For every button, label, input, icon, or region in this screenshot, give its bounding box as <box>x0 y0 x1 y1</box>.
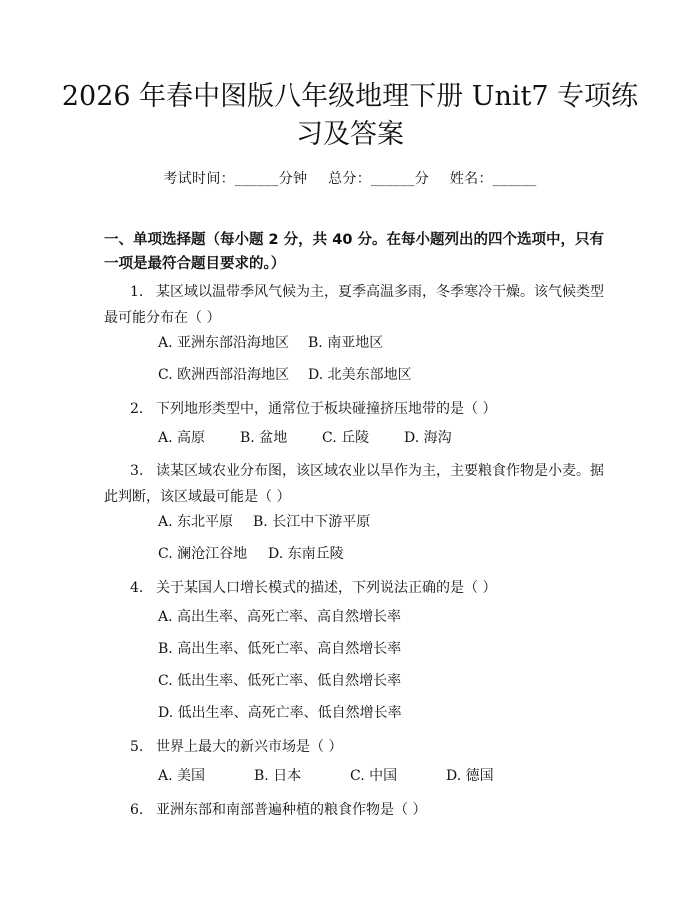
option-a: A. 美国 <box>158 768 206 784</box>
question-2-options <box>158 428 452 448</box>
exam-meta <box>0 168 700 188</box>
question-text: 读某区域农业分布图，该区域农业以旱作为主，主要粮食作物是小麦。据此判断，该区域最可能是（ ） <box>104 463 604 505</box>
question-5-options <box>158 766 494 786</box>
question-1-options-row-1 <box>158 333 383 353</box>
question-4-option-a <box>158 607 401 627</box>
question-text: 下列地形类型中，通常位于板块碰撞挤压地带的是（ ） <box>156 401 497 417</box>
exam-time: 考试时间：______分钟 <box>163 171 308 187</box>
option-c: C. 澜沧江谷地 <box>158 546 248 562</box>
option-c: C. 丘陵 <box>322 430 370 446</box>
question-4 <box>104 575 604 601</box>
option-a: A. 亚洲东部沿海地区 <box>158 335 290 351</box>
option-b: B. 日本 <box>254 768 302 784</box>
option-a: A. 高原 <box>158 430 206 446</box>
question-text: 某区域以温带季风气候为主，夏季高温多雨，冬季寒冷干燥。该气候类型最可能分布在（ ） <box>104 284 604 326</box>
document-title: 2026 年春中图版八年级地理下册 Unit7 专项练习及答案 <box>61 81 639 150</box>
option-d: D. 低出生率、高死亡率、低自然增长率 <box>158 705 402 721</box>
question-3-options-row-1 <box>158 512 370 532</box>
question-number: 4. <box>130 580 144 596</box>
question-text: 关于某国人口增长模式的描述，下列说法正确的是（ ） <box>156 580 497 596</box>
option-a: A. 高出生率、高死亡率、高自然增长率 <box>158 609 402 625</box>
option-d: D. 北美东部地区 <box>308 367 412 383</box>
question-5 <box>104 734 604 760</box>
option-c: C. 中国 <box>350 768 398 784</box>
question-4-option-b <box>158 639 401 659</box>
option-c: C. 低出生率、低死亡率、低自然增长率 <box>158 673 402 689</box>
question-4-option-d <box>158 703 402 723</box>
option-b: B. 高出生率、低死亡率、高自然增长率 <box>158 641 402 657</box>
exam-score: 总分：______分 <box>328 171 430 187</box>
question-6 <box>104 797 604 823</box>
question-number: 3. <box>130 463 144 479</box>
option-d: D. 德国 <box>446 768 494 784</box>
question-text: 世界上最大的新兴市场是（ ） <box>156 739 343 755</box>
option-a: A. 东北平原 <box>158 514 234 530</box>
question-1-options-row-2 <box>158 365 412 385</box>
option-b: B. 盆地 <box>240 430 288 446</box>
option-c: C. 欧洲西部沿海地区 <box>158 367 290 383</box>
question-number: 5. <box>130 739 144 755</box>
option-d: D. 东南丘陵 <box>268 546 344 562</box>
option-b: B. 南亚地区 <box>308 335 384 351</box>
student-name: 姓名：______ <box>449 171 537 187</box>
question-number: 2. <box>130 401 144 417</box>
option-d: D. 海沟 <box>404 430 452 446</box>
question-2 <box>104 396 604 422</box>
question-text: 亚洲东部和南部普遍种植的粮食作物是（ ） <box>156 802 427 818</box>
question-3 <box>104 458 604 510</box>
question-number: 1. <box>130 284 144 300</box>
question-number: 6. <box>130 802 144 818</box>
question-3-options-row-2 <box>158 544 344 564</box>
question-4-option-c <box>158 671 401 691</box>
option-b: B. 长江中下游平原 <box>253 514 371 530</box>
question-1 <box>104 279 604 331</box>
section-heading: 一、单项选择题（每小题 2 分，共 40 分。在每小题列出的四个选项中，只有一项是最符合题目要求的。） <box>104 232 604 272</box>
